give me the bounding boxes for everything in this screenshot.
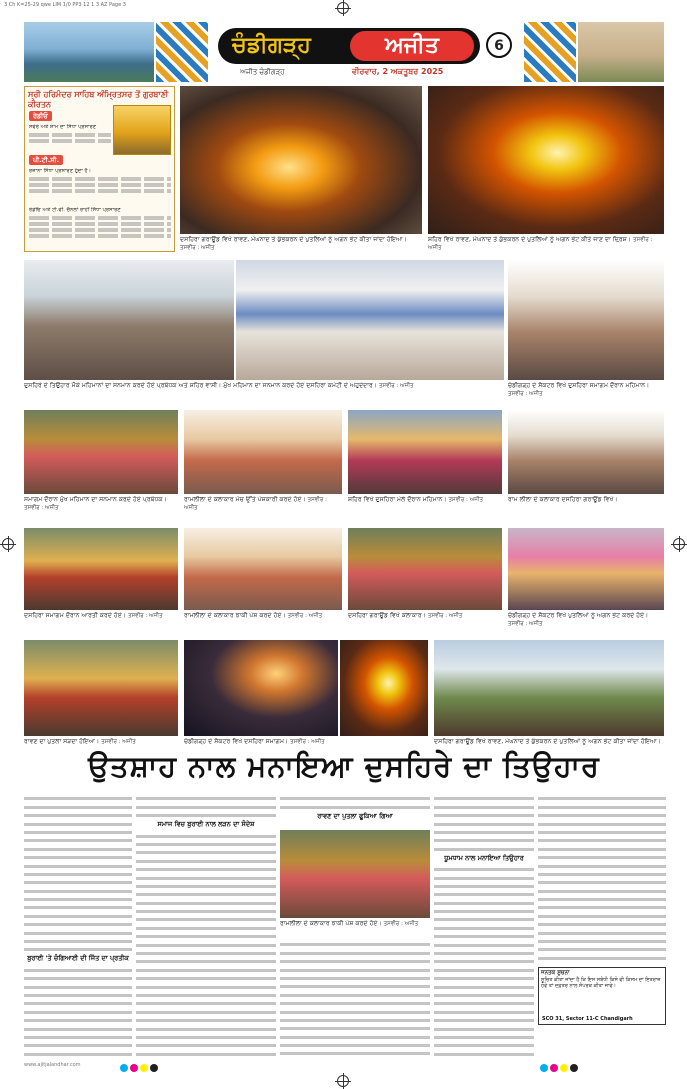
article-text-block bbox=[434, 797, 534, 850]
public-notice-ad bbox=[538, 967, 666, 1025]
caption-9: ਦਸਹਿਰਾ ਸਮਾਗਮ ਦੌਰਾਨ ਆਰਤੀ ਕਰਦੇ ਹੋਏ। ਤਸਵੀਰ : ਅਜੀਤ bbox=[24, 612, 163, 619]
ad-body: ਸੂਚਿਤ ਕੀਤਾ ਜਾਂਦਾ ਹੈ ਕਿ ਇਸ ਸਬੰਧੀ ਕਿਸੇ ਵੀ ਕਿਸਮ ਦਾ ਇਤਰਾਜ਼ ਹੋਵੇ ਤਾਂ ਦਫ਼ਤਰ ਨਾਲ ਸੰਪਰਕ ਕੀਤਾ ਜਾਵੇ। bbox=[541, 977, 661, 990]
caption-7: ਸ਼ਹਿਰ ਵਿਖੇ ਦੁਸਹਿਰਾ ਮੇਲੇ ਦੌਰਾਨ ਮਹਿਮਾਨ। ਤਸਵੀਰ : ਅਜੀਤ bbox=[348, 496, 484, 503]
ad-address: SCO 31, Sector 11-C Chandigarh bbox=[542, 1016, 633, 1022]
photo-ravan-costume bbox=[24, 640, 178, 736]
masthead-title bbox=[210, 22, 530, 82]
caption-12: ਚੰਡੀਗੜ੍ਹ ਦੇ ਸੈਕਟਰ ਵਿਖੇ ਪੁਤਲਿਆਂ ਨੂੰ ਅਗਨ ਭੇਟ ਕਰਦੇ ਹੋਏ। ਤਸਵੀਰ : ਅਜੀਤ bbox=[508, 612, 649, 627]
color-swatch-cyan-2 bbox=[540, 1064, 548, 1072]
article-column-2 bbox=[136, 792, 276, 1058]
photo-honour-ceremony bbox=[236, 260, 504, 380]
info-box-text-3: ਰੇਡੀਓ ਅਤੇ ਟੀ.ਵੀ. ਚੈਨਲਾਂ ਰਾਹੀਂ ਸਿੱਧਾ ਪ੍ਰਸਾਰਣ bbox=[29, 207, 171, 251]
color-swatch-magenta bbox=[130, 1064, 138, 1072]
photo-effigy-burning-2 bbox=[428, 86, 664, 234]
caption-4: ਚੰਡੀਗੜ੍ਹ ਦੇ ਸੈਕਟਰ ਵਿਖੇ ਦੁਸਹਿਰਾ ਸਮਾਗਮ ਦੌਰਾਨ ਮਹਿਮਾਨ। ਤਸਵੀਰ : ਅਜੀਤ bbox=[508, 382, 650, 397]
article-text-block bbox=[136, 835, 276, 1058]
photo-ramleela-artists-2 bbox=[24, 528, 178, 610]
article-text-block bbox=[24, 797, 132, 951]
registration-mark-right bbox=[673, 538, 685, 550]
article-text-block bbox=[538, 797, 666, 959]
article-subhead-2: ਸਮਾਜ ਵਿਚ ਬੁਰਾਈ ਨਾਲ ਲੜਨ ਦਾ ਸੰਦੇਸ਼ bbox=[157, 820, 255, 829]
article-subhead-3: ਰਾਵਣ ਦਾ ਪੁਤਲਾ ਫੂਕਿਆ ਗਿਆ bbox=[317, 811, 393, 820]
photo-crowd-stage bbox=[24, 260, 234, 380]
color-swatch-black-2 bbox=[570, 1064, 578, 1072]
masthead-lake-photo bbox=[24, 22, 154, 82]
masthead bbox=[24, 22, 664, 82]
caption-13: ਰਾਵਣ ਦਾ ਪੁਤਲਾ ਸੜਦਾ ਹੋਇਆ। ਤਸਵੀਰ : ਅਜੀਤ bbox=[24, 738, 136, 745]
masthead-pattern-left bbox=[156, 22, 208, 82]
caption-1: ਦਸਹਿਰਾ ਗਰਾਊਂਡ ਵਿਖੇ ਰਾਵਣ, ਮੇਘਨਾਦ ਤੇ ਕੁੰਭਕਰਨ ਦੇ ਪੁਤਲਿਆਂ ਨੂੰ ਅਗਨ ਭੇਟ ਕੀਤਾ ਜਾਂਦਾ ਹੋਇਆ। ਤਸਵੀਰ : ਅਜੀਤ bbox=[180, 236, 407, 251]
color-swatch-yellow bbox=[140, 1064, 148, 1072]
caption-10: ਰਾਮਲੀਲਾ ਦੇ ਕਲਾਕਾਰ ਝਾਕੀ ਪੇਸ਼ ਕਰਦੇ ਹੋਏ। ਤਸਵੀਰ : ਅਜੀਤ bbox=[184, 612, 323, 619]
logo-paper: ਅਜੀਤ bbox=[350, 31, 474, 61]
photo-effigy-burning-1 bbox=[180, 86, 422, 234]
info-box-tag-tv: ਪੀ.ਟੀ.ਸੀ. bbox=[29, 155, 63, 165]
article-column-1 bbox=[24, 792, 132, 1058]
article-text-block bbox=[434, 868, 534, 1058]
article-text-block bbox=[136, 797, 276, 817]
registration-mark-left bbox=[2, 538, 14, 550]
info-box-text-1: ਸਵੇਰੇ ਅਤੇ ਸ਼ਾਮ ਦਾ ਸਿੱਧਾ ਪ੍ਰਸਾਰਣ bbox=[29, 124, 111, 148]
photo-ramleela-artists-1 bbox=[24, 410, 178, 494]
caption-6: ਰਾਮਲੀਲਾ ਦੇ ਕਲਾਕਾਰ ਮੰਚ ਉੱਤੇ ਪੇਸ਼ਕਾਰੀ ਕਰਦੇ ਹੋਏ। ਤਸਵੀਰ : ਅਜੀਤ bbox=[184, 496, 327, 511]
info-box-tag-radio: ਰੇਡੀਓ bbox=[29, 111, 52, 121]
article-text-block bbox=[280, 797, 430, 808]
gurbani-info-box bbox=[24, 86, 175, 252]
color-swatch-cyan bbox=[120, 1064, 128, 1072]
info-box-title: ਸ੍ਰੀ ਹਰਿਮੰਦਰ ਸਾਹਿਬ ਅੰਮ੍ਰਿਤਸਰ ਤੋਂ ਗੁਰਬਾਣੀ ਕੀਰਤਨ bbox=[28, 90, 169, 109]
color-swatch-black bbox=[150, 1064, 158, 1072]
color-swatch-yellow-2 bbox=[560, 1064, 568, 1072]
article-column-5 bbox=[538, 792, 666, 964]
masthead-monument-photo bbox=[578, 22, 664, 82]
registration-mark-bottom bbox=[337, 1075, 349, 1087]
color-swatch-magenta-2 bbox=[550, 1064, 558, 1072]
photo-dussehra-ground bbox=[434, 640, 664, 736]
photo-stage-performance bbox=[348, 410, 502, 494]
golden-temple-image bbox=[113, 105, 171, 155]
photo-article-ramleela bbox=[280, 830, 430, 918]
caption-5: ਸਮਾਗਮ ਦੌਰਾਨ ਮੁੱਖ ਮਹਿਮਾਨ ਦਾ ਸਨਮਾਨ ਕਰਦੇ ਹੋਏ ਪ੍ਰਬੰਧਕ। ਤਸਵੀਰ : ਅਜੀਤ bbox=[24, 496, 167, 511]
photo-guests-gathering bbox=[508, 410, 664, 494]
article-column-3-bottom bbox=[280, 938, 430, 1058]
page-number: 6 bbox=[486, 32, 512, 58]
masthead-pattern-right bbox=[524, 22, 576, 82]
photo-honour-guest bbox=[184, 410, 342, 494]
info-box-text-2: ਰੋਜ਼ਾਨਾ ਸਿੱਧਾ ਪ੍ਰਸਾਰਣ ਹੁੰਦਾ ਹੈ। bbox=[29, 168, 171, 204]
ad-title: ਜਨਤਕ ਸੂਚਨਾ bbox=[541, 970, 570, 976]
photo-pink-stage bbox=[508, 528, 664, 610]
photo-ramleela-tableau bbox=[348, 528, 502, 610]
article-column-3-top bbox=[280, 792, 430, 828]
photo-guests-stage bbox=[508, 260, 664, 380]
caption-2: ਸ਼ਹਿਰ ਵਿਖੇ ਰਾਵਣ, ਮੇਘਨਾਦ ਤੇ ਕੁੰਭਕਰਨ ਦੇ ਪੁਤਲਿਆਂ ਨੂੰ ਅਗਨ ਭੇਟ ਕੀਤੇ ਜਾਣ ਦਾ ਦ੍ਰਿਸ਼। ਤਸਵੀਰ : ਅਜੀਤ bbox=[428, 236, 653, 251]
caption-8: ਰਾਮ ਲੀਲਾ ਦੇ ਕਲਾਕਾਰ ਦਸਹਿਰਾ ਗਰਾਊਂਡ ਵਿਖੇ। bbox=[508, 496, 618, 503]
issue-date: ਵੀਰਵਾਰ, 2 ਅਕਤੂਬਰ 2025 bbox=[352, 67, 444, 76]
article-subhead-1: ਬੁਰਾਈ 'ਤੇ ਚੰਗਿਆਈ ਦੀ ਜਿੱਤ ਦਾ ਪ੍ਰਤੀਕ bbox=[27, 954, 129, 963]
article-column-4 bbox=[434, 792, 534, 1058]
print-slug: 3 Ch K=25-29 qwe LIM 1/0 PP3 12 1 3 AZ Page 3 bbox=[4, 2, 126, 8]
caption-15: ਦਸਹਿਰਾ ਗਰਾਊਂਡ ਵਿਖੇ ਰਾਵਣ, ਮੇਘਨਾਦ ਤੇ ਕੁੰਭਕਰਨ ਦੇ ਪੁਤਲਿਆਂ ਨੂੰ ਅਗਨ ਭੇਟ ਕੀਤਾ ਜਾਂਦਾ ਹੋਇਆ। bbox=[434, 738, 661, 745]
footer-url: www.ajitjalandhar.com bbox=[24, 1062, 81, 1068]
logo-city: ਚੰਡੀਗੜ੍ਹ bbox=[232, 33, 311, 58]
photo-effigy-night bbox=[340, 640, 428, 736]
caption-article-photo: ਰਾਮਲੀਲਾ ਦੇ ਕਲਾਕਾਰ ਝਾਕੀ ਪੇਸ਼ ਕਰਦੇ ਹੋਏ। ਤਸਵੀਰ : ਅਜੀਤ bbox=[280, 920, 419, 927]
article-subhead-4: ਧੂਮਧਾਮ ਨਾਲ ਮਨਾਇਆ ਤਿਉਹਾਰ bbox=[444, 853, 524, 862]
article-text-block bbox=[280, 943, 430, 1055]
caption-3: ਦੁਸਹਿਰੇ ਦੇ ਤਿਉਹਾਰ ਮੌਕੇ ਮਹਿਮਾਨਾਂ ਦਾ ਸਨਮਾਨ ਕਰਦੇ ਹੋਏ ਪ੍ਰਬੰਧਕ ਅਤੇ ਸ਼ਹਿਰ ਵਾਸੀ। ਮੁੱਖ ਮਹਿਮਾਨ ਦਾ ਸਨਮਾਨ ਕਰਦੇ ਹੋਏ ਦਸਹਿਰਾ ਕਮੇਟੀ ਦੇ ਅਹੁਦੇਦਾਰ। ਤਸਵੀਰ : ਅਜੀਤ bbox=[24, 382, 414, 389]
photo-fireworks bbox=[184, 640, 338, 736]
photo-aarti-ceremony bbox=[184, 528, 342, 610]
main-headline: ਉਤਸ਼ਾਹ ਨਾਲ ਮਨਾਇਆ ਦੁਸਹਿਰੇ ਦਾ ਤਿਉਹਾਰ bbox=[88, 749, 600, 783]
edition-label: ਅਜੀਤ ਚੰਡੀਗੜ੍ਹ bbox=[240, 68, 285, 76]
caption-11: ਦਸਹਿਰਾ ਗਰਾਊਂਡ ਵਿਖੇ ਕਲਾਕਾਰ। ਤਸਵੀਰ : ਅਜੀਤ bbox=[348, 612, 463, 619]
article-text-block bbox=[24, 969, 132, 1056]
caption-14: ਚੰਡੀਗੜ੍ਹ ਦੇ ਸੈਕਟਰ ਵਿਖੇ ਦਸਹਿਰਾ ਸਮਾਗਮ। ਤਸਵੀਰ : ਅਜੀਤ bbox=[184, 738, 325, 745]
